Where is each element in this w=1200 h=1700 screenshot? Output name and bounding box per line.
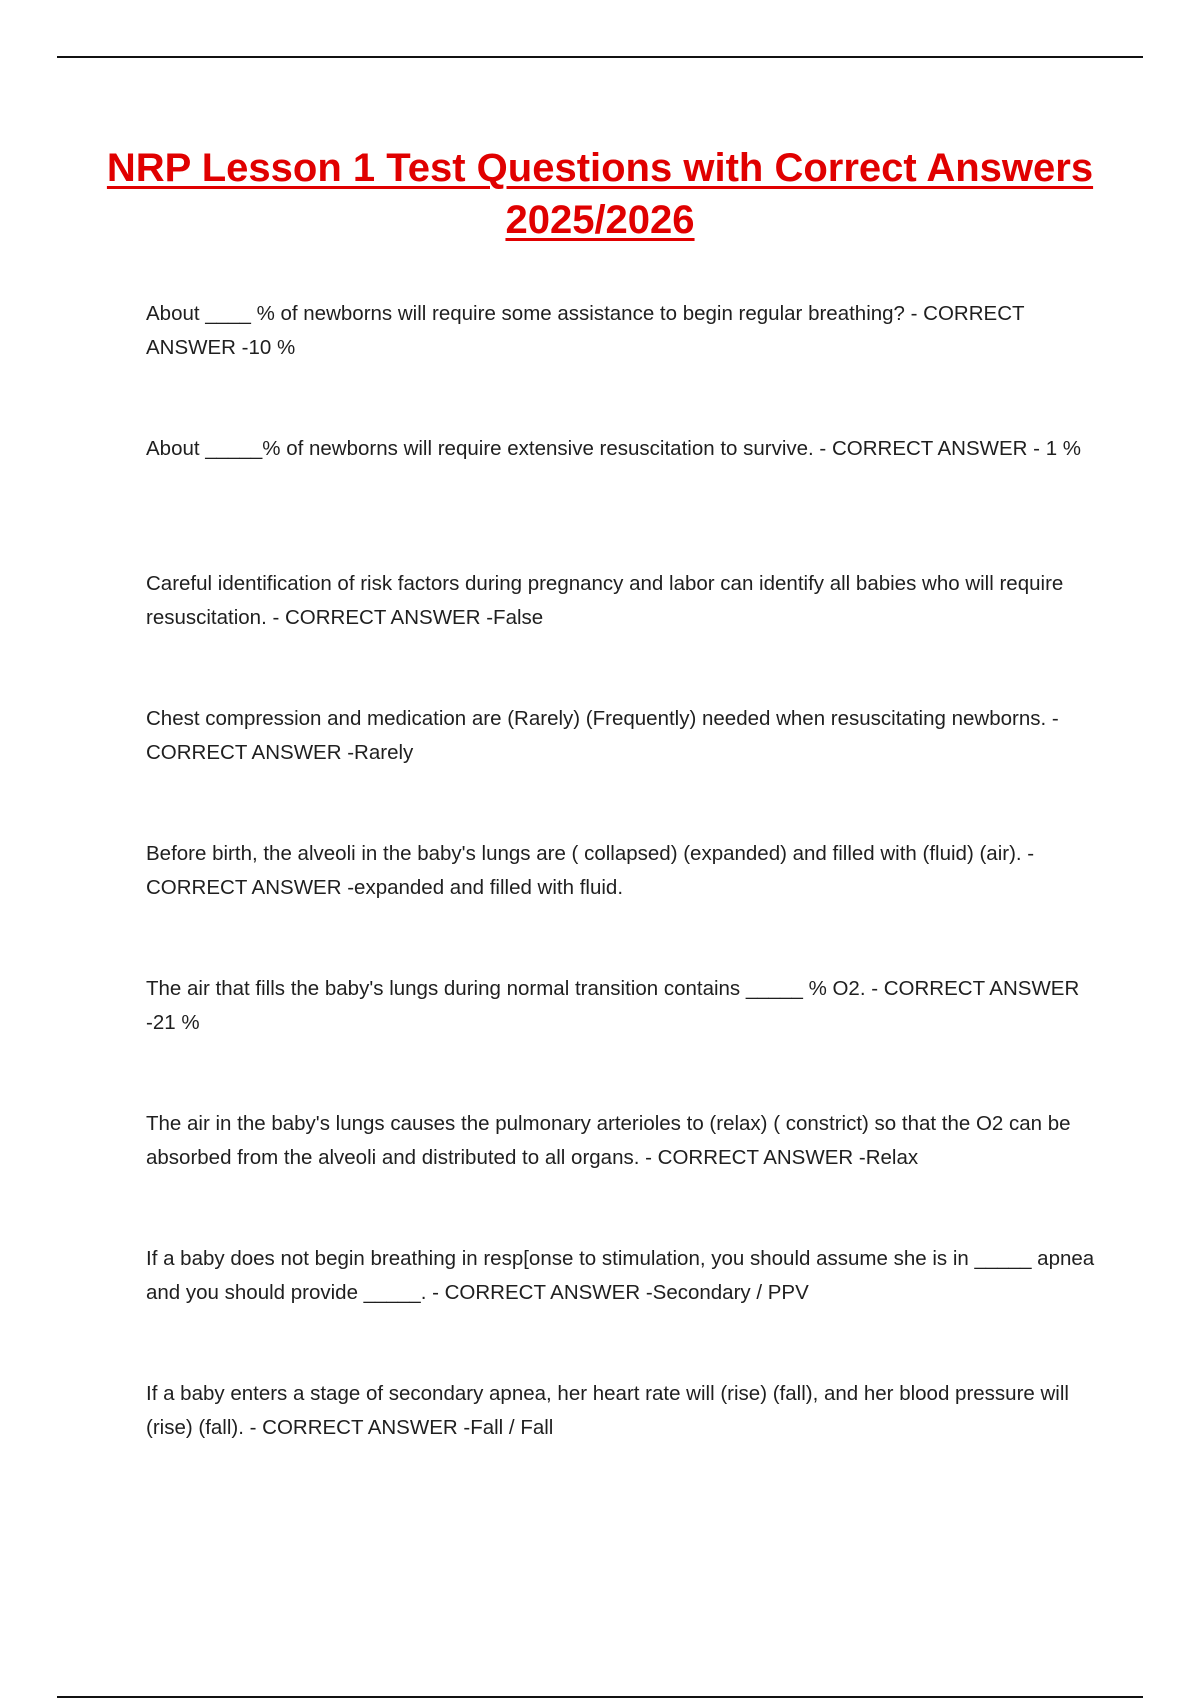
question-item-5: Before birth, the alveoli in the baby's lungs are ( collapsed) (expanded) and filled with (fluid) (air). - CORRECT ANSWER -expanded and filled with fluid. — [146, 842, 1035, 899]
document-title: NRP Lesson 1 Test Questions with Correct Answers 2025/2026 — [106, 146, 1094, 242]
question-item-3: Careful identification of risk factors during pregnancy and labor can identify all babies who will require resuscitation. - CORRECT ANSWER -False — [146, 572, 1064, 629]
question-item-8: If a baby does not begin breathing in resp[onse to stimulation, you should assume she is in _____ apnea and you should provide _____. - CORRECT ANSWER -Secondary / PPV — [146, 1247, 1095, 1304]
question-item-6: The air that fills the baby's lungs during normal transition contains _____ % O2. - CORRECT ANSWER -21 % — [146, 977, 1080, 1034]
question-item-2: About _____% of newborns will require extensive resuscitation to survive. - CORRECT ANSWER - 1 % — [146, 437, 1082, 460]
question-item-1: About ____ % of newborns will require some assistance to begin regular breathing? - CORRECT ANSWER -10 % — [146, 302, 1025, 359]
top-rule — [57, 56, 1143, 58]
bottom-rule — [57, 1696, 1143, 1698]
question-list — [146, 297, 1096, 1512]
question-item-4: Chest compression and medication are (Rarely) (Frequently) needed when resuscitating newborns. - CORRECT ANSWER -Rarely — [146, 707, 1059, 764]
question-item-9: If a baby enters a stage of secondary apnea, her heart rate will (rise) (fall), and her blood pressure will (rise) (fall). - CORRECT ANSWER -Fall / Fall — [146, 1382, 1069, 1439]
question-item-7: The air in the baby's lungs causes the pulmonary arterioles to (relax) ( constrict) so that the O2 can be absorbed from the alveoli and distributed to all organs. - CORRECT ANSWER -Relax — [146, 1112, 1071, 1169]
